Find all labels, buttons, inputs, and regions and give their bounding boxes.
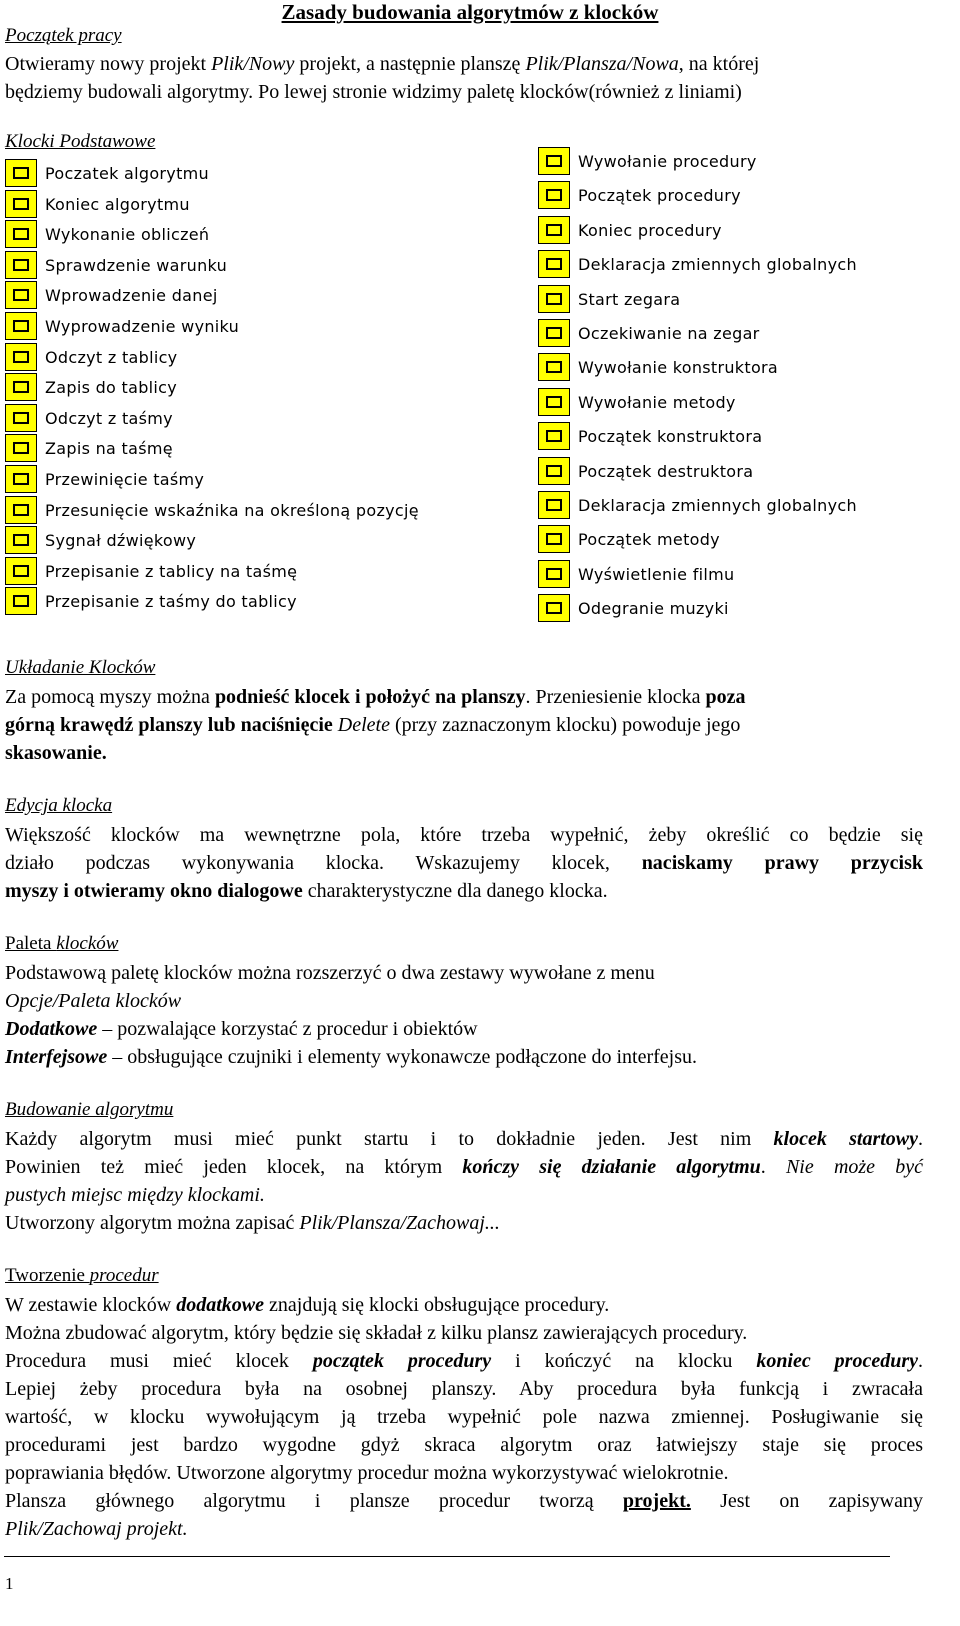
text-span: Otwieramy nowy projekt — [5, 53, 212, 75]
block-icon — [5, 312, 37, 340]
page-number: 1 — [5, 1574, 14, 1593]
text-span: projekt, a następnie planszę — [294, 53, 526, 75]
block-shape-icon — [13, 504, 29, 516]
block-shape-icon — [546, 568, 562, 580]
text-span: klocków — [56, 933, 119, 954]
palette-block-label: Przepisanie z taśmy do tablicy — [45, 592, 297, 612]
palette-block-label: Start zegara — [578, 289, 681, 309]
text-span: Tworzenie — [5, 1265, 90, 1286]
menu-path: Plik/Nowy — [211, 53, 295, 75]
edit-line-2 — [5, 849, 923, 878]
palette-block-item[interactable] — [538, 422, 918, 452]
section-heading-start: Początek pracy — [5, 25, 122, 46]
footer-divider — [4, 1556, 890, 1557]
block-icon — [5, 465, 37, 493]
block-icon — [538, 491, 570, 519]
block-icon — [5, 526, 37, 554]
proc-line-7: poprawiania błędów. Utworzone algorytmy procedur można wykorzystywać wielokrotnie. — [5, 1462, 729, 1484]
block-shape-icon — [546, 189, 562, 201]
bold-italic-text: dodatkowe — [176, 1294, 265, 1316]
bold-italic-text: Interfejsowe — [5, 1046, 108, 1068]
proc-line-3 — [5, 1347, 923, 1376]
palette-heading: Klocki Podstawowe — [5, 131, 156, 152]
section-heading-build: Budowanie algorytmu — [5, 1099, 174, 1120]
palette-block-label: Deklaracja zmiennych globalnych — [578, 496, 857, 515]
palette-block-label: Wywołanie konstruktora — [578, 358, 779, 378]
build-line-4 — [5, 1209, 955, 1238]
palette-block-label: Wykonanie obliczeń — [45, 225, 210, 245]
palette-block-item[interactable] — [538, 250, 918, 280]
bold-text: naciskamy prawy przycisk — [641, 852, 923, 874]
bold-text: górną krawędź planszy lub naciśnięcie — [5, 714, 338, 736]
palette-block-label: Odczyt z tablicy — [45, 347, 178, 367]
text-span: – pozwalające korzystać z procedur i obiektów — [97, 1018, 478, 1040]
palette-line-3 — [5, 1015, 955, 1044]
palette-block-item[interactable] — [5, 496, 445, 526]
palette-right-panel — [538, 147, 918, 627]
bold-text: skasowanie. — [5, 742, 107, 764]
palette-block-label: Początek metody — [578, 530, 720, 550]
block-icon — [538, 457, 570, 485]
section-heading-palette — [5, 933, 118, 955]
palette-block-label: Przewinięcie taśmy — [45, 470, 205, 489]
block-icon — [5, 404, 37, 432]
palette-block-label: Oczekiwanie na zegar — [578, 324, 760, 343]
block-shape-icon — [13, 381, 29, 393]
block-icon — [538, 525, 570, 553]
block-icon — [538, 319, 570, 347]
text-span: . — [918, 1350, 923, 1372]
section-heading-procedures — [5, 1265, 159, 1287]
project-link: projekt. — [622, 1490, 691, 1512]
palette-block-item[interactable] — [5, 251, 445, 281]
palette-block-label: Przesunięcie wskaźnika na określoną pozycję — [45, 500, 419, 520]
palette-block-label: Początek konstruktora — [578, 427, 763, 447]
proc-line-5: wartość, w klocku wywołującym ją trzeba wypełnić pole nazwa zmiennej. Posługiwanie się — [5, 1406, 923, 1428]
palette-block-item[interactable] — [538, 594, 918, 624]
palette-block-item[interactable] — [538, 319, 918, 349]
text-span: Paleta — [5, 933, 57, 954]
placing-line-1 — [5, 683, 955, 712]
bold-italic-text: koniec procedury — [756, 1350, 918, 1372]
edit-line-1: Większość klocków ma wewnętrzne pola, które trzeba wypełnić, żeby określić co będzie się — [5, 824, 923, 846]
palette-block-item[interactable] — [538, 353, 918, 383]
block-shape-icon — [13, 198, 29, 210]
bold-italic-text: kończy się działanie algorytmu — [462, 1156, 761, 1178]
section-heading-edit: Edycja klocka — [5, 795, 113, 816]
block-shape-icon — [13, 259, 29, 271]
section-heading-placing: Układanie Klocków — [5, 657, 156, 678]
block-shape-icon — [13, 289, 29, 301]
block-shape-icon — [13, 473, 29, 485]
proc-line-4: Lepiej żeby procedura była na osobnej planszy. Aby procedura była funkcją i zwracała — [5, 1378, 923, 1400]
palette-block-label: Poczatek algorytmu — [45, 164, 209, 183]
block-icon — [5, 281, 37, 309]
bold-text: poza — [705, 686, 746, 708]
text-span: Powinien też mieć jeden klocek, na którym — [5, 1156, 463, 1178]
palette-block-item[interactable] — [5, 373, 445, 403]
text-span: . — [760, 1156, 786, 1178]
palette-block-label: Początek procedury — [578, 186, 741, 206]
palette-block-item[interactable] — [538, 216, 918, 246]
build-line-1 — [5, 1125, 923, 1154]
palette-block-item[interactable] — [5, 312, 445, 342]
palette-block-item[interactable] — [5, 343, 445, 373]
block-shape-icon — [546, 465, 562, 477]
text-span: Utworzony algorytm można zapisać — [5, 1212, 300, 1234]
block-shape-icon — [546, 430, 562, 442]
proc-line-8 — [5, 1487, 923, 1516]
text-span: Za pomocą myszy można — [5, 686, 215, 708]
palette-block-item[interactable] — [5, 557, 445, 587]
palette-line-2 — [5, 987, 955, 1016]
palette-block-label: Odegranie muzyki — [578, 599, 729, 619]
palette-block-item[interactable] — [5, 159, 445, 189]
text-span: – obsługujące czujniki i elementy wykonawcze podłączone do interfejsu. — [107, 1046, 698, 1068]
block-icon — [538, 181, 570, 209]
text-span: i kończyć na klocku — [491, 1350, 757, 1372]
menu-path: Opcje/Paleta klocków — [5, 990, 182, 1012]
menu-path: Plik/Plansza/Zachowaj... — [299, 1212, 500, 1234]
palette-block-item[interactable] — [538, 388, 918, 418]
text-span: (przy zaznaczonym klocku) powoduje jego — [389, 714, 741, 736]
menu-path: Plik/Plansza/Nowa — [525, 53, 679, 75]
palette-block-label: Wyświetlenie filmu — [578, 564, 735, 584]
block-shape-icon — [13, 320, 29, 332]
build-line-2 — [5, 1153, 923, 1182]
block-shape-icon — [546, 224, 562, 236]
palette-block-item[interactable] — [5, 587, 445, 617]
block-icon — [538, 353, 570, 381]
block-shape-icon — [13, 442, 29, 454]
palette-block-item[interactable] — [538, 560, 918, 590]
palette-line-4 — [5, 1043, 955, 1072]
bold-italic-text: początek procedury — [312, 1350, 492, 1372]
block-shape-icon — [13, 351, 29, 363]
palette-block-item[interactable] — [538, 285, 918, 315]
proc-line-1 — [5, 1291, 955, 1320]
palette-block-item[interactable] — [5, 190, 445, 220]
palette-block-label: Sygnał dźwiękowy — [45, 531, 197, 551]
intro-line-2: będziemy budowali algorytmy. Po lewej stronie widzimy paletę klocków(również z liniami) — [5, 81, 742, 103]
palette-line-1: Podstawową paletę klocków można rozszerzyć o dwa zestawy wywołane z menu — [5, 962, 655, 984]
palette-left-panel — [5, 155, 445, 625]
palette-block-label: Deklaracja zmiennych globalnych — [578, 255, 857, 275]
block-icon — [538, 594, 570, 622]
palette-block-label: Wyprowadzenie wyniku — [45, 317, 240, 336]
intro-line-1 — [5, 50, 955, 79]
block-icon — [5, 251, 37, 279]
block-shape-icon — [13, 595, 29, 607]
document-title: Zasady budowania algorytmów z klocków — [281, 0, 659, 24]
block-icon — [538, 216, 570, 244]
block-shape-icon — [13, 228, 29, 240]
proc-line-9 — [5, 1515, 955, 1544]
palette-block-item[interactable] — [5, 526, 445, 556]
block-shape-icon — [546, 327, 562, 339]
block-icon — [538, 560, 570, 588]
palette-block-label: Wywołanie metody — [578, 392, 736, 412]
palette-block-item[interactable] — [5, 404, 445, 434]
palette-block-label: Wywołanie procedury — [578, 152, 757, 171]
block-shape-icon — [13, 534, 29, 546]
text-span: Każdy algorytm musi mieć punkt startu i to dokładnie jeden. Jest nim — [5, 1128, 774, 1150]
palette-block-label: Koniec algorytmu — [45, 194, 190, 214]
palette-block-label: Wprowadzenie danej — [45, 286, 218, 306]
palette-block-label: Przepisanie z tablicy na taśmę — [45, 561, 298, 581]
block-icon — [5, 434, 37, 462]
block-shape-icon — [546, 499, 562, 511]
palette-block-item[interactable] — [5, 465, 445, 495]
bold-text: podnieść klocek i położyć na planszy — [214, 686, 526, 708]
text-span: działo podczas wykonywania klocka. Wskazujemy klocek, — [5, 852, 642, 874]
edit-line-3 — [5, 877, 955, 906]
text-span: W zestawie klocków — [5, 1294, 177, 1316]
key-name: Delete — [337, 714, 390, 736]
bold-text: myszy i otwieramy okno dialogowe — [5, 880, 303, 902]
placing-line-2 — [5, 711, 955, 740]
block-icon — [538, 388, 570, 416]
palette-block-label: Zapis na taśmę — [45, 439, 173, 459]
palette-block-item[interactable] — [538, 491, 918, 521]
block-shape-icon — [546, 258, 562, 270]
text-span: Plansza głównego algorytmu i plansze procedur tworzą — [5, 1490, 623, 1512]
palette-block-item[interactable] — [538, 457, 918, 487]
build-line-3 — [5, 1181, 955, 1210]
palette-block-item[interactable] — [538, 525, 918, 555]
proc-line-6: procedurami jest bardzo wygodne gdyż skraca algorytm oraz łatwiejszy staje się proces — [5, 1434, 923, 1456]
proc-line-2: Można zbudować algorytm, który będzie się składał z kilku plansz zawierających procedury. — [5, 1322, 748, 1344]
palette-block-item[interactable] — [5, 434, 445, 464]
palette-block-label: Początek destruktora — [578, 461, 754, 481]
palette-block-item[interactable] — [538, 181, 918, 211]
text-span: znajdują się klocki obsługujące procedury. — [264, 1294, 610, 1316]
block-shape-icon — [13, 167, 29, 179]
block-icon — [5, 587, 37, 615]
text-span: procedur — [89, 1265, 159, 1286]
block-shape-icon — [546, 361, 562, 373]
block-shape-icon — [546, 155, 562, 167]
block-shape-icon — [13, 565, 29, 577]
block-icon — [5, 220, 37, 248]
block-shape-icon — [546, 602, 562, 614]
palette-block-label: Sprawdzenie warunku — [45, 255, 228, 275]
block-icon — [5, 343, 37, 371]
text-span: charakterystyczne dla danego klocka. — [302, 880, 608, 902]
bold-italic-text: klocek startowy — [773, 1128, 919, 1150]
block-shape-icon — [546, 533, 562, 545]
block-icon — [5, 557, 37, 585]
block-icon — [5, 373, 37, 401]
text-span: Jest on zapisywany — [690, 1490, 923, 1512]
block-icon — [5, 496, 37, 524]
palette-block-item[interactable] — [5, 220, 445, 250]
italic-text: Nie może być — [785, 1156, 923, 1178]
block-icon — [538, 147, 570, 175]
bold-italic-text: Dodatkowe — [5, 1018, 98, 1040]
palette-block-label: Koniec procedury — [578, 220, 722, 240]
block-icon — [5, 159, 37, 187]
palette-block-label: Odczyt z taśmy — [45, 408, 173, 428]
palette-block-item[interactable] — [538, 147, 918, 177]
block-icon — [538, 422, 570, 450]
menu-path: Plik/Zachowaj projekt. — [5, 1518, 188, 1540]
text-span: , na której — [678, 53, 760, 75]
text-span: . — [918, 1128, 924, 1150]
text-span: . Przeniesienie klocka — [525, 686, 706, 708]
text-span: Procedura musi mieć klocek — [5, 1350, 313, 1372]
block-icon — [538, 250, 570, 278]
palette-block-label: Zapis do tablicy — [45, 378, 178, 398]
palette-block-item[interactable] — [5, 281, 445, 311]
block-icon — [5, 190, 37, 218]
block-shape-icon — [546, 396, 562, 408]
placing-line-3 — [5, 739, 955, 768]
italic-text: pustych miejsc między klockami. — [5, 1184, 265, 1206]
block-shape-icon — [13, 412, 29, 424]
block-shape-icon — [546, 293, 562, 305]
block-icon — [538, 285, 570, 313]
